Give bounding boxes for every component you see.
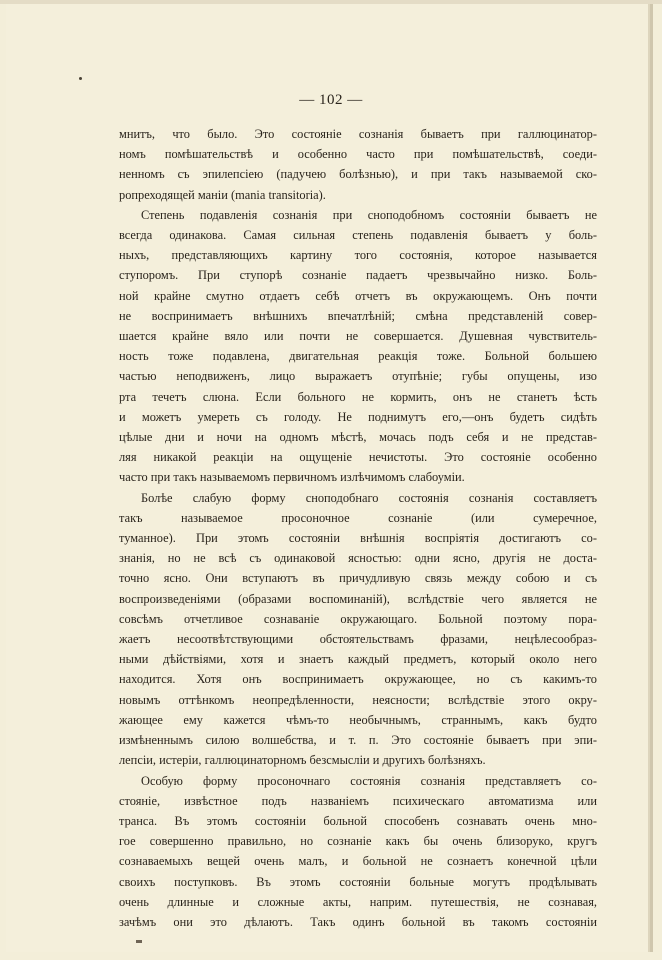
text-line: часто при такъ называемомъ первичномъ излѣчимомъ слабоуміи. xyxy=(119,470,465,485)
text-line: жаетъ несоотвѣтствующими обстоятельствамъ фразами, нецѣлесообраз- xyxy=(119,632,597,647)
text-line: и можетъ умереть съ голоду. Не поднимутъ его,—онъ будетъ сидѣть xyxy=(119,409,597,424)
paragraph xyxy=(119,124,597,205)
text-line: жающее ему кажется чѣмъ-то необычнымъ, страннымъ, какъ будто xyxy=(119,712,597,727)
text-line: не воспринимаетъ внѣшнихъ впечатлѣній; смѣна представленій совер- xyxy=(119,308,597,323)
page-number: — 102 — xyxy=(299,92,363,108)
text-line: гое совершенно правильно, но сознаніе какъ бы очень близоруко, кругъ xyxy=(119,834,597,849)
text-line: Степень подавленія сознанія при сноподобномъ состояніи бываетъ не xyxy=(141,207,597,222)
text-line: стояніе, извѣстное подъ названіемъ психическаго автоматизма или xyxy=(119,793,597,808)
text-line: рта течетъ слюна. Если больного не кормить, онъ не станетъ ѣсть xyxy=(119,389,597,404)
ink-speck xyxy=(79,77,82,80)
text-line: мнитъ, что было. Это состояніе сознанія бываетъ при галлюцинатор- xyxy=(119,127,597,141)
text-line: ной крайне смутно отдаетъ себѣ отчетъ въ окружающемъ. Онъ почти xyxy=(119,288,597,303)
paragraph xyxy=(119,488,597,771)
text-line: ность тоже подавлена, двигательная реакція тоже. Больной большею xyxy=(119,349,597,364)
text-line: туманное). При этомъ состояніи внѣшнія воспріятія достигаютъ со- xyxy=(119,531,597,546)
text-line: совсѣмъ отчетливое сознаваніе окружающаго. Больной поэтому пора- xyxy=(119,611,597,626)
text-line: транса. Въ этомъ состояніи больной способенъ сознавать очень мно- xyxy=(119,813,597,828)
text-line: Особую форму просоночнаго состоянія сознанія представляетъ со- xyxy=(141,773,597,788)
text-line: точно ясно. Они вступаютъ въ причудливую связь между собою и съ xyxy=(119,571,597,586)
text-line: измѣненнымъ силою волшебства, и т. п. Это состояніе бываетъ при эпи- xyxy=(119,733,597,748)
text-line: ныхъ, представляющихъ картину того состоянія, которое называется xyxy=(119,248,597,263)
text-line: своихъ поступковъ. Въ этомъ состояніи больные могутъ продѣлывать xyxy=(119,874,597,889)
body-text xyxy=(119,124,597,932)
ink-mark xyxy=(136,940,142,943)
text-line: цѣлые дни и ночи на одномъ мѣстѣ, мочась подъ себя и не представ- xyxy=(119,430,597,445)
text-line: ненномъ съ эпилепсіею (падучею болѣзнью), и при такъ называемой ско- xyxy=(119,167,597,182)
text-line: воспроизведеніями (образами воспоминаній), вслѣдствіе чего является не xyxy=(119,591,597,606)
text-line: ляя никакой реакціи на ощущеніе нечистоты. Это состояніе особенно xyxy=(119,450,597,465)
paragraph xyxy=(119,205,597,488)
text-line: номъ помѣшательствѣ и особенно часто при помѣшательствѣ, соеди- xyxy=(119,147,597,162)
text-line: находится. Хотя онъ воспринимаетъ окружающее, но съ какимъ-то xyxy=(119,672,597,687)
text-line: сознаваемыхъ вещей очень малъ, и больной не сознаетъ конечной цѣли xyxy=(119,854,597,869)
text-line: знанія, но не всѣ съ одинаковой ясностью: одни ясно, другія не доста- xyxy=(119,551,597,566)
text-line: лепсіи, истеріи, галлюцинаторномъ безсмысліи и другихъ болѣзняхъ. xyxy=(119,753,486,768)
text-line: такъ называемое просоночное сознаніе (или сумеречное, xyxy=(119,510,597,525)
text-line: зачѣмъ они это дѣлаютъ. Такъ одинъ больной въ такомъ состояніи xyxy=(119,914,597,929)
text-line: ропреходящей маніи (mania transitoria). xyxy=(119,187,326,202)
text-line: частью неподвиженъ, лицо выражаетъ отупѣніе; губы опущены, изо xyxy=(119,369,597,384)
text-line: Болѣе слабую форму сноподобнаго состоянія сознанія составляетъ xyxy=(141,490,597,505)
paragraph xyxy=(119,771,597,933)
text-line: ступоромъ. При ступорѣ сознаніе падаетъ чрезвычайно низко. Боль- xyxy=(119,268,597,283)
text-line: всегда одинакова. Самая сильная степень подавленія бываетъ у боль- xyxy=(119,228,597,243)
text-line: ными дѣйствіями, хотя и знаетъ каждый предметъ, который около него xyxy=(119,652,597,667)
text-line: очень длинные и сложные акты, наприм. путешествія, не сознавая, xyxy=(119,894,597,909)
text-line: новымъ оттѣнкомъ неопредѣленности, неясности; вслѣдствіе этого окру- xyxy=(119,692,597,707)
text-line: шается крайне вяло или почти не совершается. Душевная чувствитель- xyxy=(119,329,597,344)
